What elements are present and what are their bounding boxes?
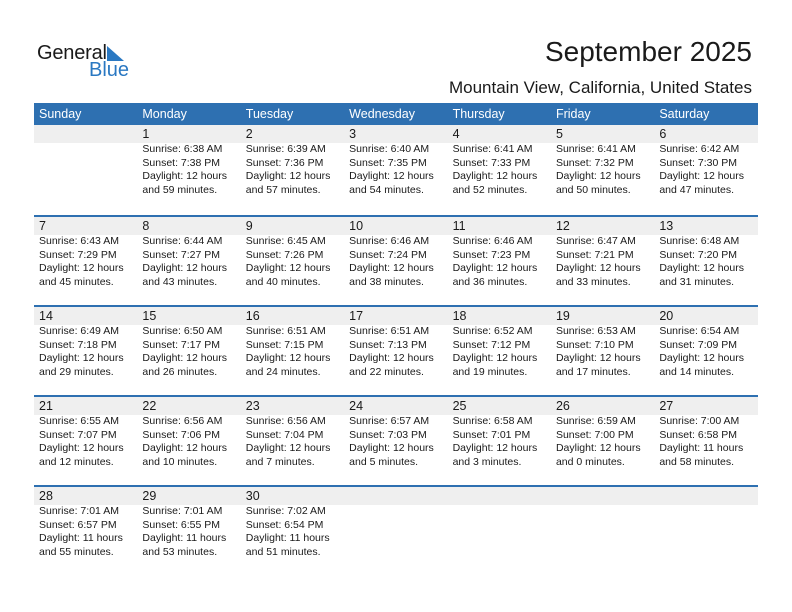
sunrise-text: Sunrise: 7:00 AM — [659, 415, 740, 427]
weekday-monday: Monday — [142, 107, 187, 121]
weekday-wednesday: Wednesday — [349, 107, 415, 121]
sunset-text: Sunset: 6:58 PM — [659, 428, 737, 441]
sunset-text: Sunset: 7:12 PM — [452, 338, 531, 351]
day-number: 17 — [349, 309, 364, 323]
daylight-text: Daylight: 12 hours — [142, 442, 228, 454]
daylight-minutes-text: and 0 minutes. — [555, 455, 625, 468]
day-number: 2 — [245, 127, 253, 141]
sunrise-text: Sunrise: 6:55 AM — [39, 415, 119, 427]
daylight-minutes-text: and 53 minutes. — [142, 545, 218, 558]
calendar-grid — [34, 103, 758, 575]
day-cell — [448, 217, 551, 289]
daylight-minutes-text: and 54 minutes. — [349, 183, 424, 196]
sunset-text: Sunset: 7:36 PM — [245, 156, 324, 169]
weekday-saturday: Saturday — [659, 107, 710, 121]
week-days — [34, 217, 758, 289]
sunset-text: Sunset: 7:33 PM — [452, 156, 531, 169]
day-cell — [137, 397, 240, 469]
day-number: 11 — [452, 219, 466, 233]
weekday-tuesday: Tuesday — [245, 107, 294, 121]
week-days — [34, 487, 758, 559]
day-cell — [34, 397, 137, 469]
sunrise-text: Sunrise: 6:40 AM — [349, 143, 430, 155]
daylight-minutes-text: and 36 minutes. — [452, 275, 528, 288]
sunrise-text: Sunrise: 6:43 AM — [39, 235, 119, 247]
day-number: 27 — [659, 399, 674, 413]
day-cell — [241, 487, 344, 559]
sunset-text: Sunset: 6:54 PM — [245, 518, 324, 531]
day-number: 15 — [142, 309, 157, 323]
sunset-text: Sunset: 6:55 PM — [142, 518, 221, 531]
sunset-text: Sunset: 7:38 PM — [142, 156, 221, 169]
sunrise-text: Sunrise: 6:58 AM — [452, 415, 533, 427]
daylight-minutes-text: and 55 minutes. — [39, 545, 114, 558]
daylight-minutes-text: and 59 minutes. — [142, 183, 218, 196]
daylight-text: Daylight: 12 hours — [142, 352, 228, 364]
day-number: 10 — [349, 219, 364, 233]
daylight-text: Daylight: 12 hours — [452, 170, 538, 182]
daylight-text: Daylight: 12 hours — [659, 352, 744, 364]
daylight-minutes-text: and 22 minutes. — [349, 365, 424, 378]
daylight-text: Daylight: 12 hours — [349, 262, 434, 274]
day-cell — [344, 307, 447, 379]
day-cell — [34, 125, 137, 197]
week-days — [34, 397, 758, 469]
day-number: 6 — [659, 127, 667, 141]
day-cell — [551, 487, 654, 559]
day-cell — [551, 307, 654, 379]
daylight-text: Daylight: 12 hours — [659, 262, 744, 274]
daylight-minutes-text: and 24 minutes. — [245, 365, 321, 378]
day-number: 24 — [349, 399, 364, 413]
logo-word-general: General — [37, 42, 107, 64]
day-cell — [654, 217, 757, 289]
sunset-text: Sunset: 7:09 PM — [659, 338, 737, 351]
daylight-minutes-text: and 51 minutes. — [245, 545, 321, 558]
weekday-sunday: Sunday — [39, 107, 82, 121]
daylight-text: Daylight: 12 hours — [452, 262, 538, 274]
sunrise-text: Sunrise: 6:54 AM — [659, 325, 740, 337]
sunrise-text: Sunrise: 6:39 AM — [245, 143, 326, 155]
sunrise-text: Sunrise: 6:46 AM — [452, 235, 533, 247]
daylight-minutes-text: and 26 minutes. — [142, 365, 218, 378]
daylight-text: Daylight: 11 hours — [659, 442, 744, 454]
day-cell — [34, 217, 137, 289]
day-cell — [344, 487, 447, 559]
day-number: 4 — [452, 127, 460, 141]
day-cell — [551, 217, 654, 289]
weekday-thursday: Thursday — [452, 107, 505, 121]
day-cell — [344, 125, 447, 197]
day-number: 14 — [39, 309, 53, 323]
daylight-minutes-text: and 40 minutes. — [245, 275, 321, 288]
day-number: 16 — [245, 309, 260, 323]
weeks-container — [34, 125, 758, 575]
week-row — [34, 305, 758, 395]
sunset-text: Sunset: 7:07 PM — [39, 428, 117, 441]
sunset-text: Sunset: 7:10 PM — [555, 338, 634, 351]
sunrise-text: Sunrise: 6:44 AM — [142, 235, 223, 247]
day-cell — [241, 217, 344, 289]
daylight-text: Daylight: 12 hours — [245, 442, 331, 454]
daylight-text: Daylight: 12 hours — [555, 262, 641, 274]
daylight-text: Daylight: 12 hours — [245, 352, 331, 364]
daylight-minutes-text: and 45 minutes. — [39, 275, 114, 288]
sunrise-text: Sunrise: 6:52 AM — [452, 325, 533, 337]
sunset-text: Sunset: 7:15 PM — [245, 338, 324, 351]
sunset-text: Sunset: 7:18 PM — [39, 338, 117, 351]
day-cell — [344, 217, 447, 289]
day-number: 1 — [142, 127, 150, 141]
sunrise-text: Sunrise: 7:01 AM — [39, 505, 119, 517]
week-row — [34, 125, 758, 215]
sunrise-text: Sunrise: 6:56 AM — [142, 415, 223, 427]
sunrise-text: Sunrise: 6:45 AM — [245, 235, 326, 247]
day-number: 20 — [659, 309, 674, 323]
daylight-minutes-text: and 14 minutes. — [659, 365, 735, 378]
sunrise-text: Sunrise: 6:49 AM — [39, 325, 119, 337]
daylight-text: Daylight: 12 hours — [555, 352, 641, 364]
sunset-text: Sunset: 7:23 PM — [452, 248, 531, 261]
week-row — [34, 215, 758, 305]
sunset-text: Sunset: 7:13 PM — [349, 338, 427, 351]
sunset-text: Sunset: 7:01 PM — [452, 428, 531, 441]
sunset-text: Sunset: 7:06 PM — [142, 428, 221, 441]
sunrise-text: Sunrise: 6:59 AM — [555, 415, 636, 427]
day-number: 13 — [659, 219, 674, 233]
day-number — [39, 125, 137, 143]
week-days — [34, 125, 758, 197]
daylight-text: Daylight: 12 hours — [349, 170, 434, 182]
sunrise-text: Sunrise: 6:50 AM — [142, 325, 223, 337]
daylight-text: Daylight: 12 hours — [659, 170, 744, 182]
day-cell — [137, 217, 240, 289]
logo — [37, 42, 137, 82]
daylight-text: Daylight: 11 hours — [39, 532, 123, 544]
sunset-text: Sunset: 7:32 PM — [555, 156, 634, 169]
day-cell — [448, 307, 551, 379]
sunrise-text: Sunrise: 6:42 AM — [659, 143, 740, 155]
daylight-text: Daylight: 12 hours — [555, 170, 641, 182]
day-cell — [344, 397, 447, 469]
day-cell — [137, 487, 240, 559]
sunrise-text: Sunrise: 6:47 AM — [555, 235, 636, 247]
sunset-text: Sunset: 7:35 PM — [349, 156, 427, 169]
daylight-text: Daylight: 12 hours — [39, 262, 124, 274]
sunset-text: Sunset: 7:04 PM — [245, 428, 324, 441]
day-cell — [137, 307, 240, 379]
daylight-text: Daylight: 12 hours — [39, 442, 124, 454]
day-cell — [551, 125, 654, 197]
sunset-text: Sunset: 7:03 PM — [349, 428, 427, 441]
sunset-text: Sunset: 7:27 PM — [142, 248, 221, 261]
day-cell — [241, 307, 344, 379]
daylight-text: Daylight: 12 hours — [142, 262, 228, 274]
sunset-text: Sunset: 6:57 PM — [39, 518, 117, 531]
day-number: 30 — [245, 489, 260, 503]
day-number: 22 — [142, 399, 157, 413]
week-row — [34, 485, 758, 575]
day-number: 21 — [39, 399, 53, 413]
sunset-text: Sunset: 7:00 PM — [555, 428, 634, 441]
daylight-minutes-text: and 7 minutes. — [245, 455, 315, 468]
day-cell — [654, 397, 757, 469]
daylight-minutes-text: and 17 minutes. — [555, 365, 631, 378]
daylight-text: Daylight: 12 hours — [39, 352, 124, 364]
sunset-text: Sunset: 7:29 PM — [39, 248, 117, 261]
daylight-minutes-text: and 5 minutes. — [349, 455, 419, 468]
daylight-text: Daylight: 11 hours — [245, 532, 330, 544]
sunset-text: Sunset: 7:24 PM — [349, 248, 427, 261]
sunrise-text: Sunrise: 6:51 AM — [349, 325, 430, 337]
daylight-minutes-text: and 57 minutes. — [245, 183, 321, 196]
sunset-text: Sunset: 7:17 PM — [142, 338, 221, 351]
sunrise-text: Sunrise: 6:53 AM — [555, 325, 636, 337]
day-number: 3 — [349, 127, 357, 141]
location-subtitle: Mountain View, California, United States — [448, 78, 752, 97]
daylight-minutes-text: and 58 minutes. — [659, 455, 735, 468]
daylight-text: Daylight: 12 hours — [452, 442, 538, 454]
sunrise-text: Sunrise: 7:01 AM — [142, 505, 223, 517]
day-number: 7 — [39, 219, 46, 233]
daylight-minutes-text: and 47 minutes. — [659, 183, 735, 196]
daylight-text: Daylight: 12 hours — [349, 352, 434, 364]
daylight-text: Daylight: 12 hours — [452, 352, 538, 364]
sunset-text: Sunset: 7:20 PM — [659, 248, 737, 261]
day-number: 26 — [555, 399, 570, 413]
day-number — [659, 487, 757, 505]
sunset-text: Sunset: 7:30 PM — [659, 156, 737, 169]
daylight-minutes-text: and 52 minutes. — [452, 183, 528, 196]
day-cell — [654, 125, 757, 197]
sunrise-text: Sunrise: 6:56 AM — [245, 415, 326, 427]
sunrise-text: Sunrise: 6:41 AM — [452, 143, 533, 155]
day-cell — [654, 307, 757, 379]
day-cell — [34, 307, 137, 379]
day-number — [349, 487, 447, 505]
daylight-minutes-text: and 12 minutes. — [39, 455, 114, 468]
week-row — [34, 395, 758, 485]
day-cell — [551, 397, 654, 469]
sunrise-text: Sunrise: 6:51 AM — [245, 325, 326, 337]
day-number: 28 — [39, 489, 53, 503]
day-number — [453, 487, 551, 505]
day-cell — [241, 397, 344, 469]
day-cell — [448, 397, 551, 469]
weekday-friday: Friday — [555, 107, 591, 121]
day-number: 5 — [555, 127, 563, 141]
daylight-minutes-text: and 43 minutes. — [142, 275, 218, 288]
day-number: 19 — [555, 309, 570, 323]
day-cell — [448, 125, 551, 197]
day-number: 9 — [245, 219, 253, 233]
day-number: 8 — [142, 219, 150, 233]
sunset-text: Sunset: 7:26 PM — [245, 248, 324, 261]
day-number: 29 — [142, 489, 157, 503]
sunset-text: Sunset: 7:21 PM — [555, 248, 634, 261]
sunrise-text: Sunrise: 6:38 AM — [142, 143, 223, 155]
daylight-text: Daylight: 12 hours — [349, 442, 434, 454]
sunrise-text: Sunrise: 6:41 AM — [555, 143, 636, 155]
daylight-minutes-text: and 38 minutes. — [349, 275, 424, 288]
day-cell — [448, 487, 551, 559]
daylight-minutes-text: and 31 minutes. — [659, 275, 735, 288]
page-title: September 2025 — [544, 36, 752, 67]
day-number: 25 — [452, 399, 467, 413]
daylight-minutes-text: and 29 minutes. — [39, 365, 114, 378]
week-days — [34, 307, 758, 379]
sunrise-text: Sunrise: 6:48 AM — [659, 235, 740, 247]
sunrise-text: Sunrise: 7:02 AM — [245, 505, 326, 517]
daylight-text: Daylight: 11 hours — [142, 532, 227, 544]
daylight-minutes-text: and 10 minutes. — [142, 455, 218, 468]
daylight-minutes-text: and 33 minutes. — [555, 275, 631, 288]
day-cell — [241, 125, 344, 197]
daylight-text: Daylight: 12 hours — [245, 170, 331, 182]
daylight-minutes-text: and 19 minutes. — [452, 365, 528, 378]
daylight-text: Daylight: 12 hours — [142, 170, 228, 182]
sunrise-text: Sunrise: 6:57 AM — [349, 415, 430, 427]
day-number — [556, 487, 654, 505]
daylight-minutes-text: and 3 minutes. — [452, 455, 522, 468]
logo-word-blue: Blue — [89, 59, 130, 81]
day-number: 23 — [245, 399, 260, 413]
sunrise-text: Sunrise: 6:46 AM — [349, 235, 430, 247]
weekday-header — [34, 103, 758, 125]
day-cell — [34, 487, 137, 559]
day-cell — [137, 125, 240, 197]
daylight-text: Daylight: 12 hours — [555, 442, 641, 454]
day-number: 18 — [452, 309, 467, 323]
daylight-text: Daylight: 12 hours — [245, 262, 331, 274]
daylight-minutes-text: and 50 minutes. — [555, 183, 631, 196]
day-number: 12 — [555, 219, 570, 233]
day-cell — [654, 487, 757, 559]
